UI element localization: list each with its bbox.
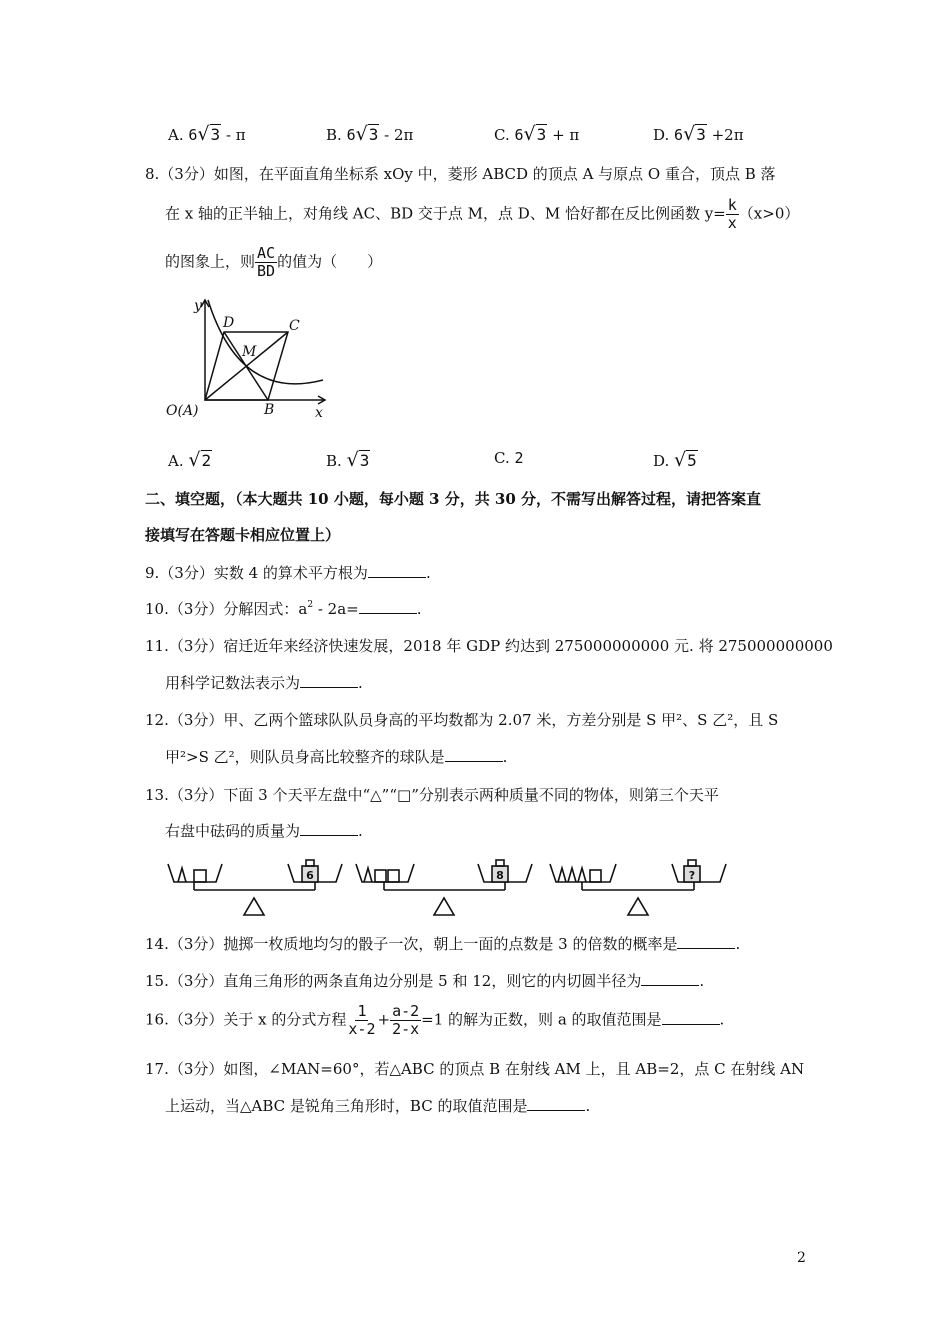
origin-label: O(A) — [166, 403, 199, 419]
weight-label-1: 6 — [306, 869, 314, 882]
q12-line2: 甲²>S 乙²，则队员身高比较整齐的球队是 . — [165, 748, 508, 766]
balance-1 — [168, 860, 342, 915]
q7-option-d: D. 6√3 +2π — [653, 123, 744, 145]
hyperbola-curve — [208, 300, 323, 384]
answer-blank — [300, 672, 358, 688]
fraction-a-2-over-2-x: $\frac{a-2}{2-x}$ — [392, 1002, 420, 1038]
answer-blank — [527, 1095, 585, 1111]
q13-line2: 右盘中砝码的质量为 . — [165, 822, 363, 840]
b-label: B — [264, 402, 275, 418]
q8-option-a: A. √2 — [168, 449, 212, 471]
weight-label-2: 8 — [496, 869, 504, 882]
balance-3 — [550, 860, 726, 915]
answer-blank — [359, 598, 417, 614]
weight-label-3: ? — [688, 869, 696, 882]
section2-heading-line2: 接填写在答题卡相应位置上） — [145, 526, 341, 544]
k-over-x-fraction: $\frac{k}{x}$ — [727, 196, 737, 232]
q15: 15.（3分）直角三角形的两条直角边分别是 5 和 12，则它的内切圆半径为 . — [145, 972, 705, 990]
q11-line2: 用科学记数法表示为 . — [165, 674, 363, 692]
q11-line1: 11.（3分）宿迁近年来经济快速发展，2018 年 GDP 约达到 275000000000 元. 将 275000000000 — [145, 637, 833, 655]
answer-blank — [641, 970, 699, 986]
page-number: 2 — [797, 1250, 806, 1266]
q8-option-b: B. √3 — [326, 449, 370, 471]
q10: 10.（3分）分解因式：$a^2 - 2a=$ . — [145, 600, 422, 618]
q8-line3: 的图象上，则 $\frac{AC}{BD}$ 的值为（ ） — [165, 244, 383, 280]
q17-line2: 上运动，当△ABC 是锐角三角形时，BC 的取值范围是 . — [165, 1097, 591, 1115]
q12-line1: 12.（3分）甲、乙两个篮球队队员身高的平均数都为 2.07 米，方差分别是 S 甲²、S 乙²，且 S — [145, 711, 779, 729]
rhombus-figure — [160, 292, 335, 422]
q8-line1: 8.（3分）如图，在平面直角坐标系 xOy 中，菱形 ABCD 的顶点 A 与原点 O 重合，顶点 B 落 — [145, 165, 776, 183]
balances-figure — [160, 852, 730, 922]
q16: 16.（3分）关于 x 的分式方程 $\frac{1}{x-2}$ + $\frac{a-2}{2-x}$ =1 的解为正数，则 a 的取值范围是 . — [145, 1002, 725, 1038]
diagonal-bd — [224, 332, 268, 400]
answer-blank — [445, 746, 503, 762]
answer-blank — [368, 562, 426, 578]
m-label: M — [242, 344, 257, 360]
q9: 9.（3分）实数 4 的算术平方根为 . — [145, 564, 431, 582]
answer-blank — [677, 933, 735, 949]
balance-2 — [356, 860, 532, 915]
q13-line1: 13.（3分）下面 3 个天平左盘中“△”“□”分别表示两种质量不同的物体，则第三个天平 — [145, 786, 719, 804]
x-label: x — [315, 405, 323, 421]
answer-blank — [662, 1009, 720, 1025]
q8-option-c: C. 2 — [494, 449, 524, 467]
q7-option-c: C. 6√3 + π — [494, 123, 580, 145]
q7-option-b: B. 6√3 - 2π — [326, 123, 414, 145]
q7-option-a: A. 6√3 - π — [168, 123, 246, 145]
section2-heading-line1: 二、填空题，（本大题共 10 小题，每小题 3 分，共 30 分，不需写出解答过程，请把答案直 — [145, 490, 762, 508]
y-label: y — [194, 298, 202, 314]
ac-over-bd-fraction: $\frac{AC}{BD}$ — [257, 244, 276, 280]
fraction-1-over-x-2: $\frac{1}{x-2}$ — [348, 1002, 376, 1038]
q8-line2: 在 x 轴的正半轴上，对角线 AC、BD 交于点 M，点 D、M 恰好都在反比例函数 y= $\frac{k}{x}$ （x>0） — [165, 196, 800, 232]
c-label: C — [289, 318, 300, 334]
q14: 14.（3分）抛掷一枚质地均匀的骰子一次，朝上一面的点数是 3 的倍数的概率是 . — [145, 935, 741, 953]
q8-option-d: D. √5 — [653, 449, 697, 471]
answer-blank — [300, 820, 358, 836]
q17-line1: 17.（3分）如图，∠MAN=60°，若△ABC 的顶点 B 在射线 AM 上，且 AB=2，点 C 在射线 AN — [145, 1060, 805, 1078]
d-label: D — [223, 315, 235, 331]
